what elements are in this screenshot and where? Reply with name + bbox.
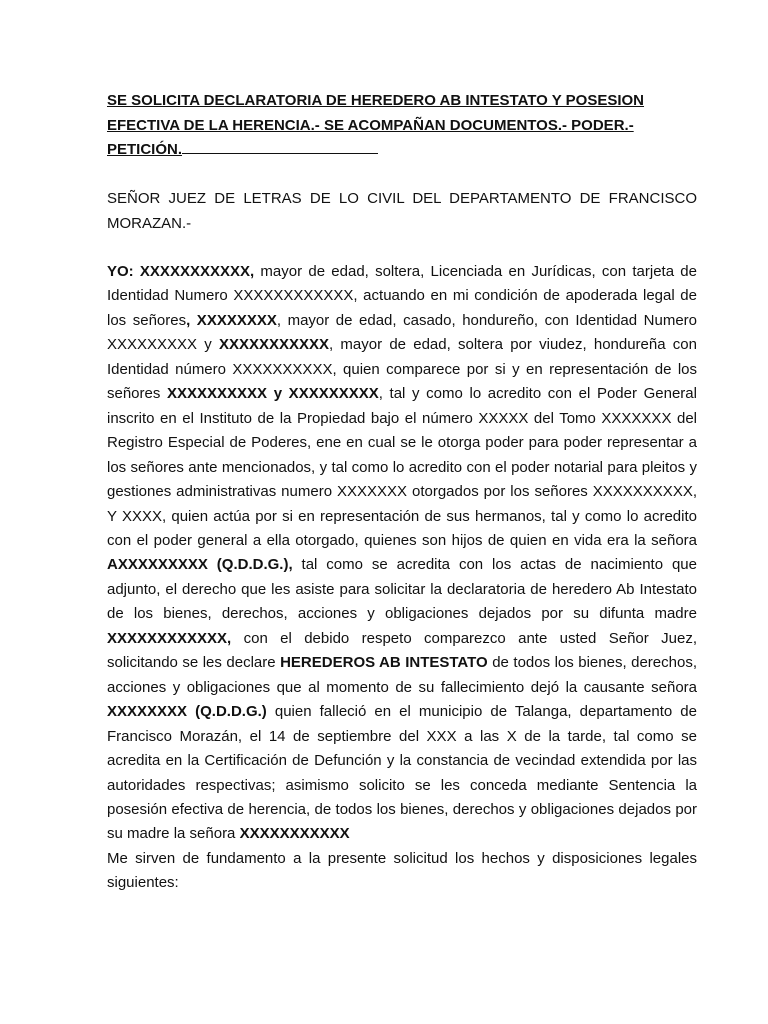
heading-line-3: PETICIÓN. [107,141,183,158]
body-segment: , mayor de edad, soltera por viudez, hondureña con Identidad número XXXXXXXXXX, quien comparece por si y en representación de los señores [107,336,697,403]
deceased-name: XXXXXXXX (Q.D.D.G.) [107,703,267,721]
body-segment: , mayor de edad, casado, hondureño, con Identidad Numero XXXXXXXXX y [107,311,697,354]
petition-paragraph-2: Me sirven de fundamento a la presente solicitud los hechos y disposiciones legales siguientes: [107,849,697,892]
heading-line-2: EFECTIVA DE LA HERENCIA.- SE ACOMPAÑAN DOCUMENTOS.- PODER.- [107,116,634,134]
body-segment: tal como se acredita con los actas de nacimiento que adjunto, el derecho que les asiste para solicitar la declaratoria de heredero Ab Intestato de los bienes, derechos, acciones y obligaciones dejados por su difunta madre [107,556,697,623]
deceased-name: XXXXXXXXXXX [239,825,350,843]
petition-body [107,260,697,896]
body-segment: mayor de edad, soltera, Licenciada en Jurídicas, con tarjeta de Identidad Numero XXXXXXXXXXXX, actuando en mi condición de apoderada legal de los señores [107,263,697,329]
heading-line-1: SE SOLICITA DECLARATORIA DE HEREDERO AB INTESTATO Y POSESION [107,92,645,109]
petition-paragraph-1 [107,260,697,847]
represented-names: XXXXXXXXXX y XXXXXXXXX [167,385,379,403]
principal-name: XXXXXXXXXXX [218,336,330,354]
addressee-paragraph: SEÑOR JUEZ DE LETRAS DE LO CIVIL DEL DEPARTAMENTO DE FRANCISCO MORAZAN.- [107,190,697,232]
heirs-declaration: HEREDEROS AB INTESTATO [280,654,488,672]
deceased-mother-name: XXXXXXXXXXXX, [107,629,232,647]
document-heading [107,89,697,163]
body-segment: de todos los bienes, derechos, acciones y obligaciones que al momento de su fallecimiento dejó la causante señora [107,654,698,696]
petitioner-name: YO: XXXXXXXXXXX, [107,263,255,280]
body-segment: , tal y como lo acredito con el Poder General inscrito en el Instituto de la Propiedad bajo el número XXXXX del Tomo XXXXXXX del Registro Especial de Poderes, ene en cual se le otorga poder para poder representar a los señores ante mencionados, y tal como lo acredito con el poder notarial para pleitos y gestiones administrativas numero XXXXXXX otorgados por los señores XXXXXXXXXX, Y XXXX, quien actúa por si en representación de sus hermanos, tal y como lo acredito con el poder general a ella otorgado, quienes son hijos de quien en vida era la señora [107,385,697,549]
heading-underline-rule [182,139,378,154]
deceased-mother-name: AXXXXXXXXX (Q.D.D.G.), [107,556,293,574]
body-segment: quien falleció en el municipio de Talanga, departamento de Francisco Morazán, el 14 de septiembre del XXX a las X de la tarde, tal como se acredita en la Certificación de Defunción y la constancia de vecindad extendida por las autoridades respectivas; asimismo solicito se les conceda mediante Sentencia la posesión efectiva de herencia, de todos los bienes, derechos y obligaciones dejados por su madre la señora [107,703,697,843]
principal-name: , XXXXXXXX [186,311,277,329]
body-segment: con el debido respeto comparezco ante usted Señor Juez, solicitando se les declare [107,629,697,672]
